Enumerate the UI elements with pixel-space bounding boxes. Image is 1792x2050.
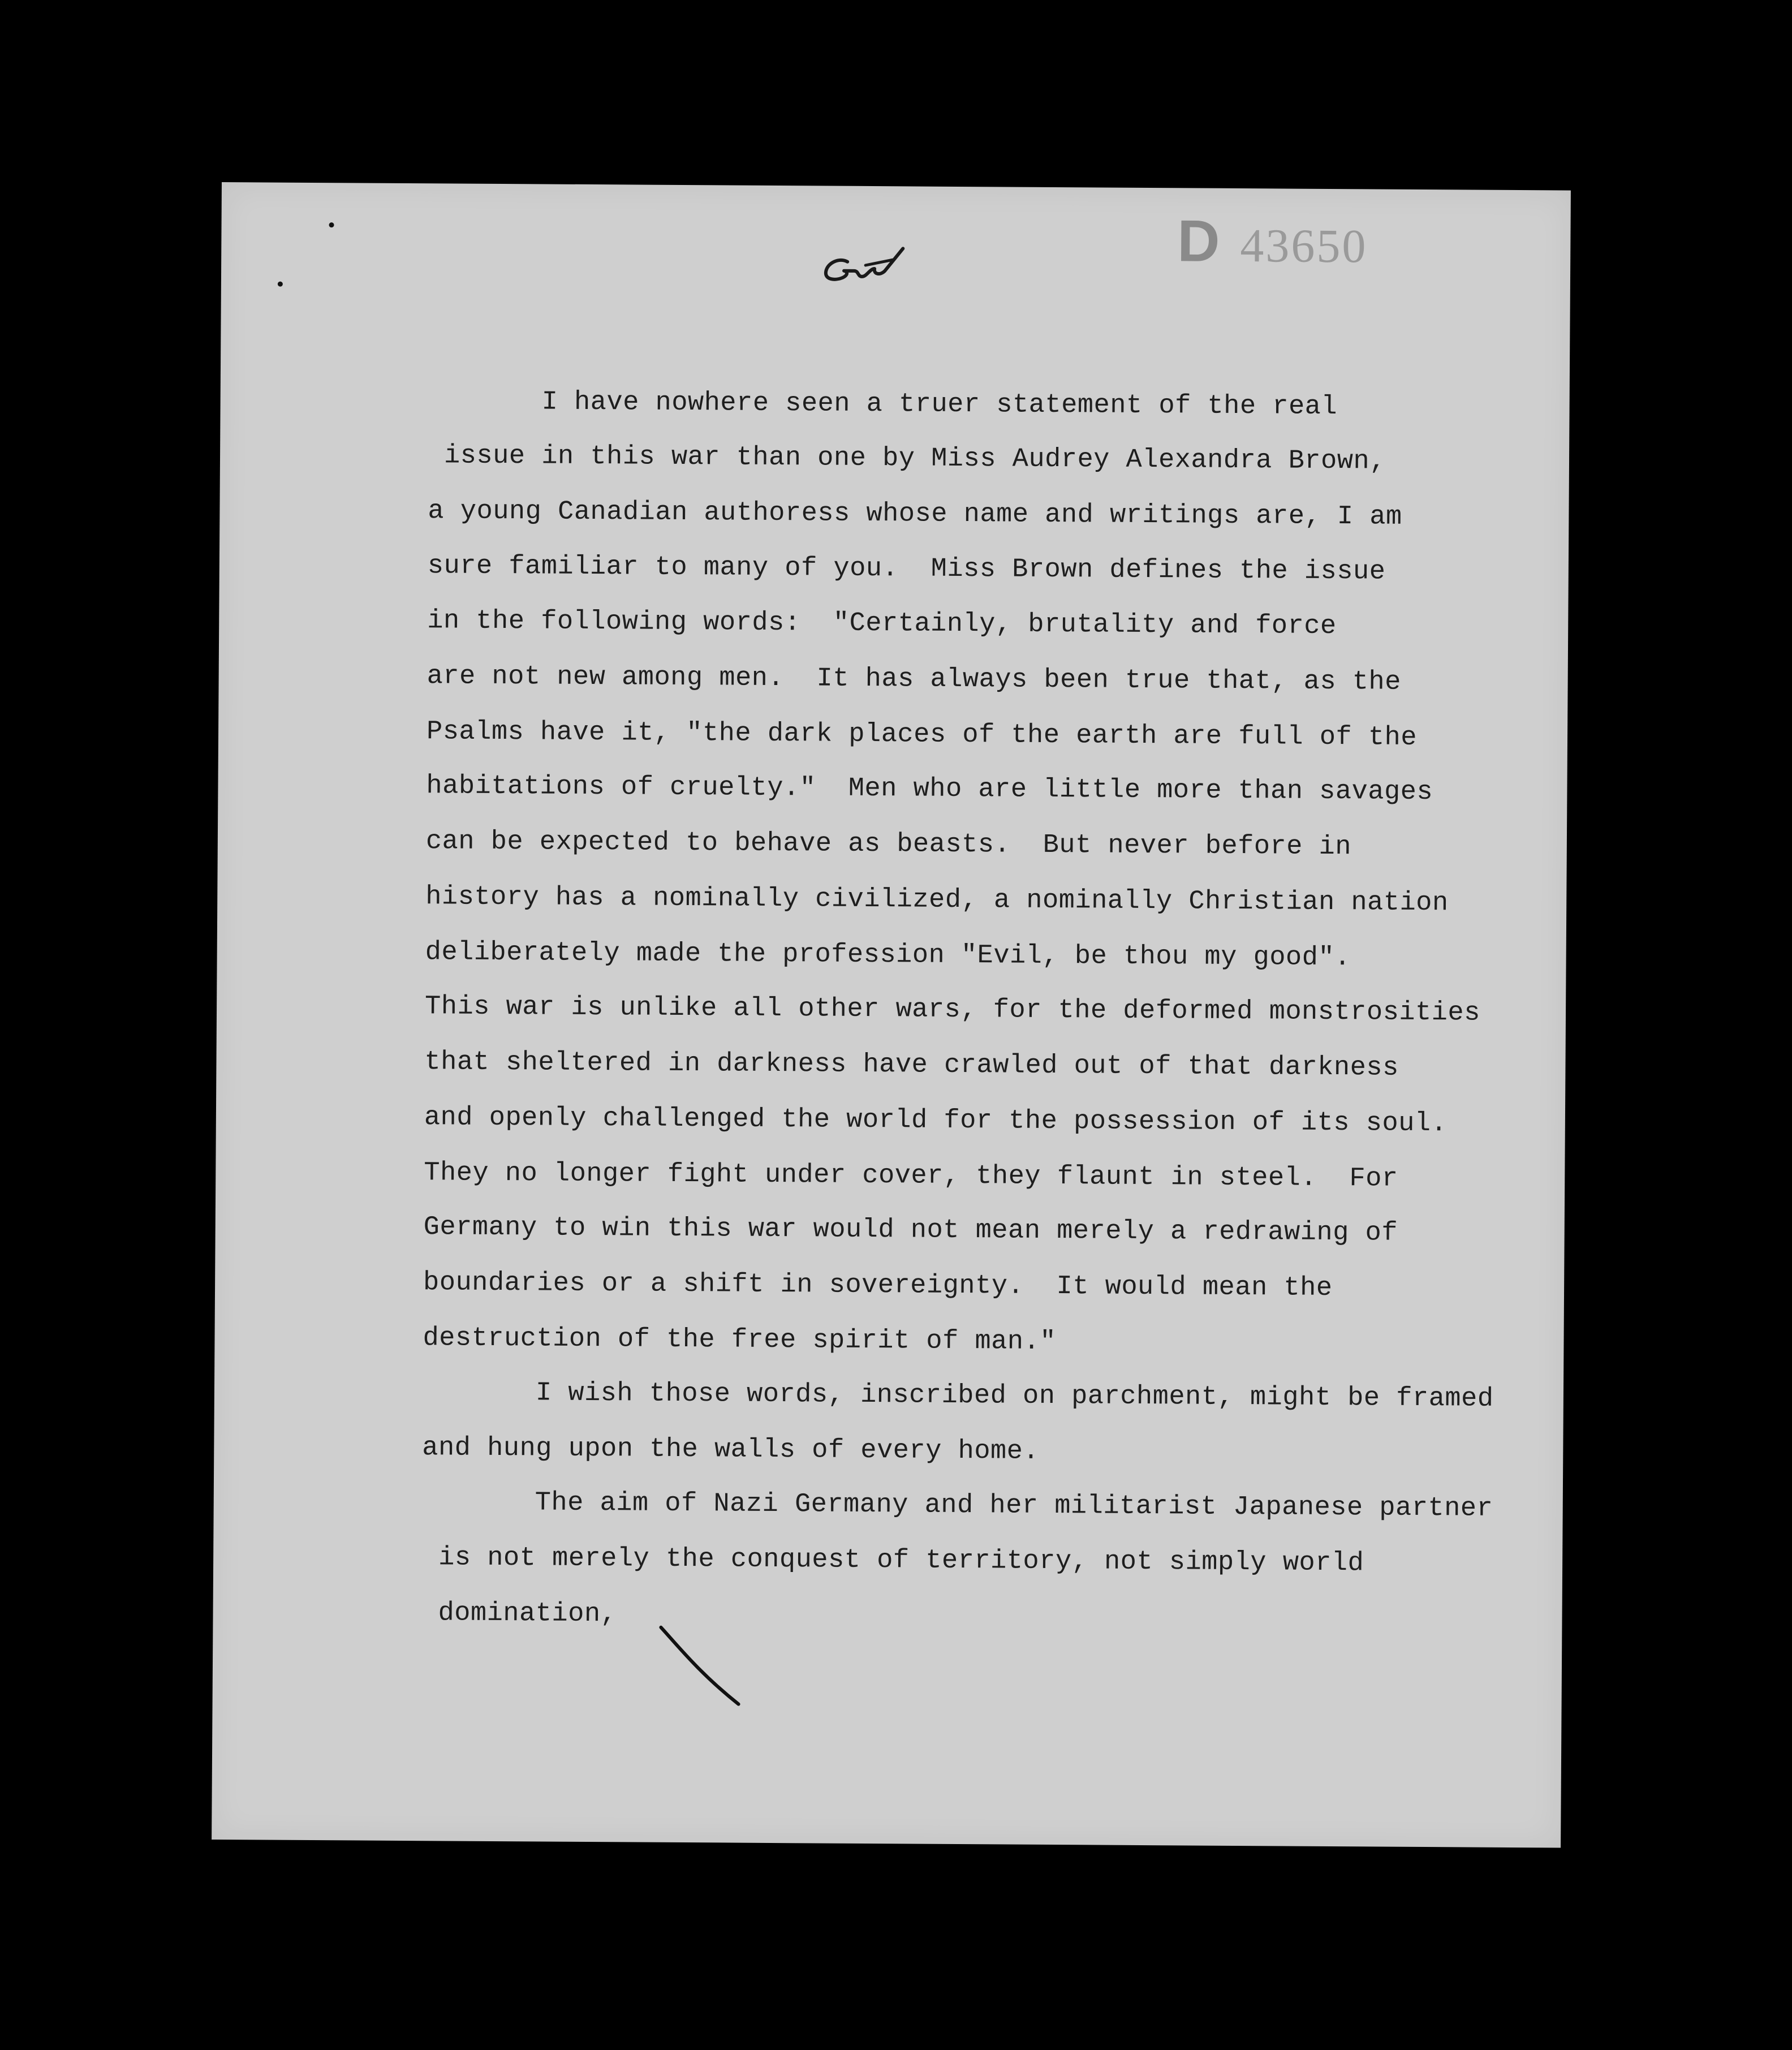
text-line: The aim of Nazi Germany and her militarist Japanese partner <box>535 1488 1493 1524</box>
typed-letter-body <box>212 182 1571 1848</box>
text-line: history has a nominally civilized, a nominally Christian nation <box>425 882 1449 919</box>
text-line: can be expected to behave as beasts. But never before in <box>425 826 1352 863</box>
text-line: destruction of the free spirit of man." <box>423 1323 1057 1358</box>
text-line: deliberately made the profession "Evil, be thou my good". <box>425 937 1351 974</box>
stamp-number: 43650 <box>1240 219 1368 273</box>
text-line: This war is unlike all other wars, for the deformed monstrosities <box>424 992 1481 1028</box>
text-line: I have nowhere seen a truer statement of the real <box>541 387 1338 423</box>
text-line: are not new among men. It has always been true that, as the <box>427 661 1402 697</box>
text-line: Germany to win this war would not mean merely a redrawing of <box>423 1212 1398 1248</box>
pen-stroke-mark <box>654 1622 745 1707</box>
text-line: in the following words: "Certainly, brutality and force <box>427 606 1337 642</box>
text-line: Psalms have it, "the dark places of the earth are full of the <box>426 717 1418 753</box>
text-line: is not merely the conquest of territory, not simply world <box>438 1543 1364 1579</box>
text-line: issue in this war than one by Miss Audrey Alexandra Brown, <box>443 441 1386 477</box>
text-line: that sheltered in darkness have crawled out of that darkness <box>424 1047 1399 1083</box>
text-line: boundaries or a shift in sovereignty. It would mean the <box>423 1268 1333 1304</box>
text-line: habitations of cruelty." Men who are little more than savages <box>426 771 1433 808</box>
text-line: and openly challenged the world for the possession of its soul. <box>424 1102 1448 1139</box>
text-line: I wish those words, inscribed on parchment, might be framed <box>535 1378 1494 1414</box>
text-line: sure familiar to many of you. Miss Brown defines the issue <box>427 551 1386 587</box>
text-line: domination, <box>438 1598 617 1630</box>
text-line: a young Canadian authoress whose name and writings are, I am <box>428 496 1402 532</box>
text-line: and hung upon the walls of every home. <box>422 1433 1040 1467</box>
text-line: They no longer fight under cover, they flaunt in steel. For <box>424 1158 1398 1194</box>
stamp-letter: D <box>1177 208 1221 274</box>
document-page <box>212 182 1571 1848</box>
